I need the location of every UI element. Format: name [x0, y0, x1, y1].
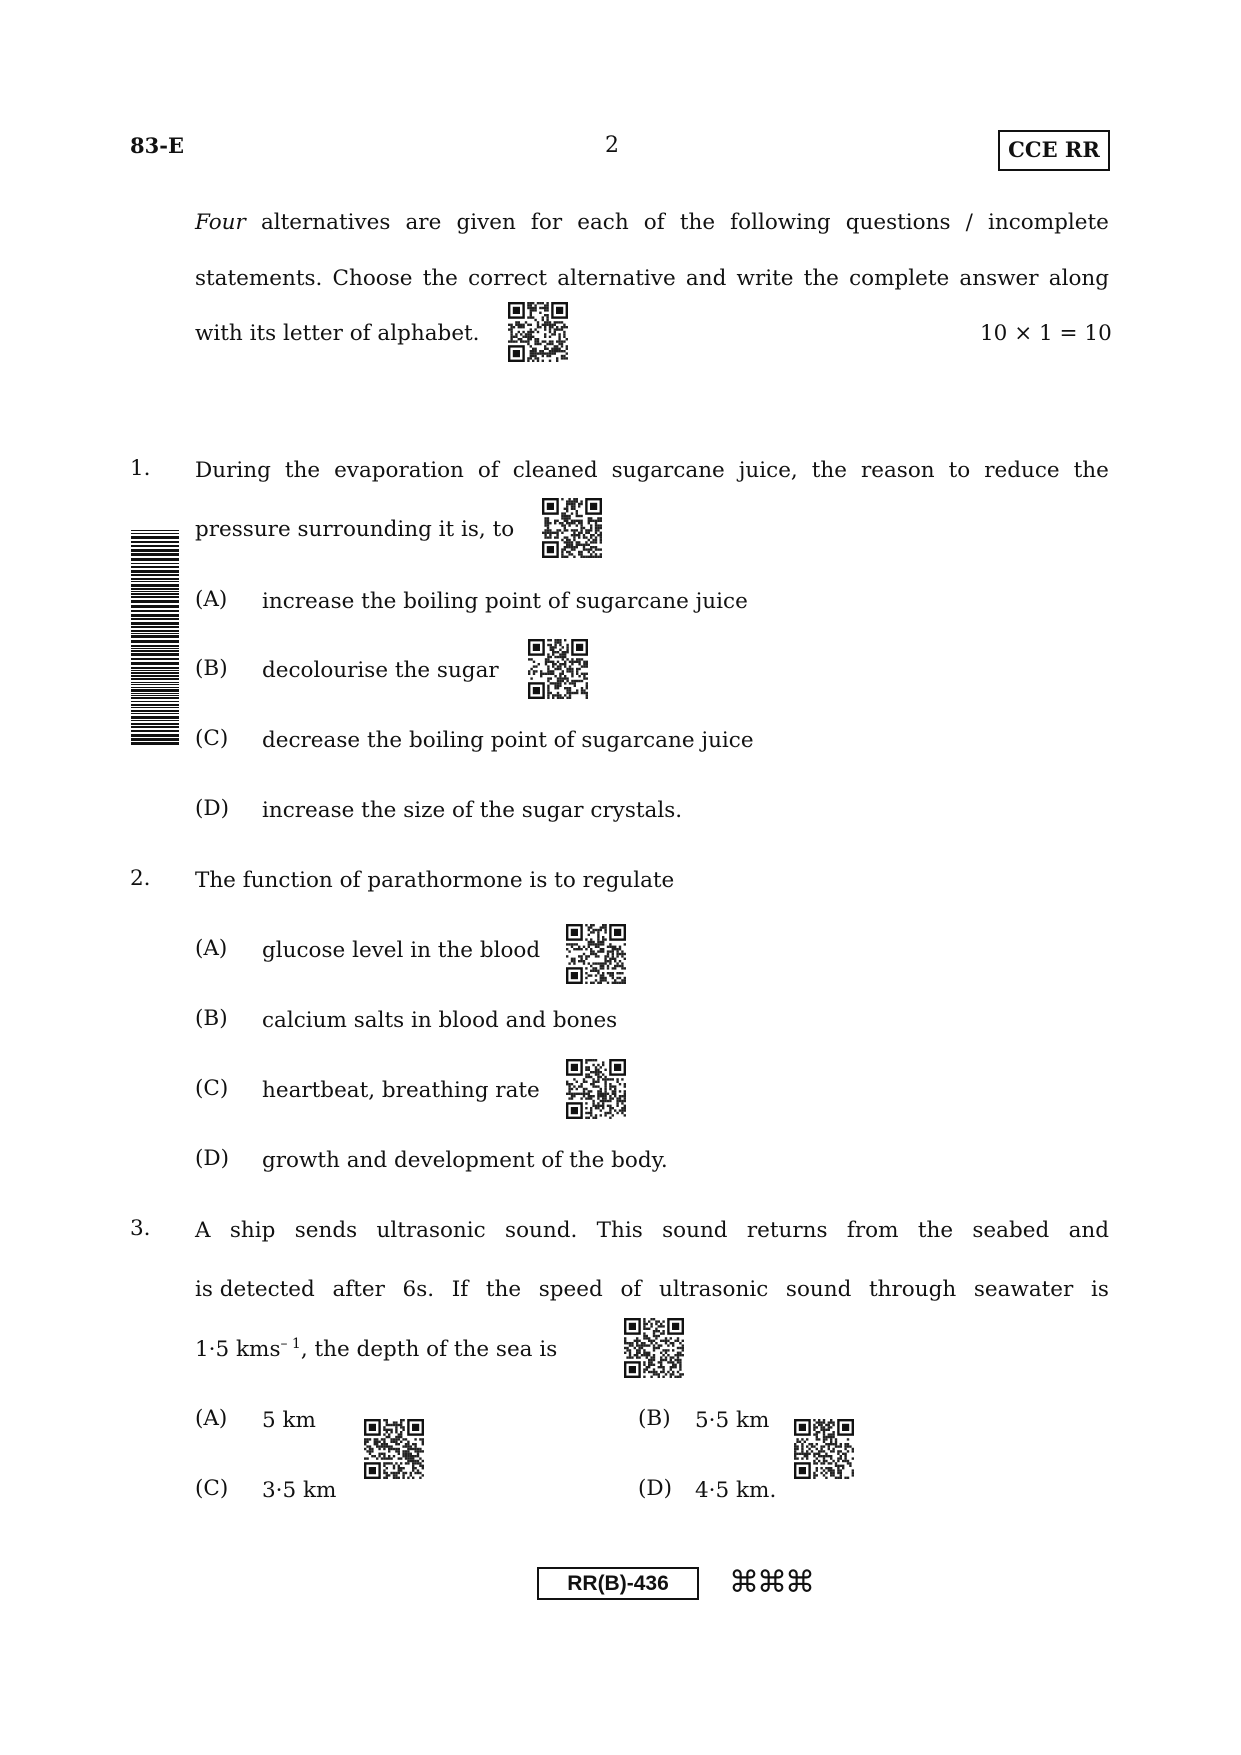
q1-option-b-letter: (B): [195, 656, 228, 681]
qr-code-icon: [566, 924, 626, 984]
paper-code: 83-E: [130, 133, 184, 158]
q3-option-b-letter: (B): [638, 1406, 671, 1431]
question-1-line-2: pressure surrounding it is, to: [195, 517, 515, 542]
question-3-number: 3.: [130, 1216, 151, 1241]
qr-code-icon: [794, 1419, 854, 1479]
q1-option-a-text: increase the boiling point of sugarcane juice: [262, 589, 748, 614]
page-number: 2: [605, 133, 619, 158]
qr-code-icon: [364, 1419, 424, 1479]
footer-code-box: RR(B)-436: [537, 1567, 699, 1600]
q1-option-c-letter: (C): [195, 726, 229, 751]
qr-code-icon: [508, 302, 568, 362]
q3-option-d-letter: (D): [638, 1476, 673, 1501]
question-3-line-2: is detected after 6s. If the speed of ultrasonic sound through seawater is: [195, 1277, 1109, 1302]
barcode-icon: [131, 530, 179, 745]
question-1-number: 1.: [130, 456, 151, 481]
question-2-number: 2.: [130, 866, 151, 891]
q1-option-d-text: increase the size of the sugar crystals.: [262, 798, 683, 823]
q2-option-c-text: heartbeat, breathing rate: [262, 1078, 540, 1103]
q3-option-d-text: 4·5 km.: [695, 1478, 777, 1503]
q2-option-d-text: growth and development of the body.: [262, 1148, 668, 1173]
question-2-line-1: The function of parathormone is to regulate: [195, 868, 675, 893]
question-3-line-3: 1·5 kms$^{- 1}$, the depth of the sea is: [195, 1335, 558, 1362]
qr-code-icon: [624, 1318, 684, 1378]
question-1-line-1: During the evaporation of cleaned sugarcane juice, the reason to reduce the: [195, 458, 1109, 483]
q1-option-c-text: decrease the boiling point of sugarcane juice: [262, 728, 754, 753]
marks-allocation: 10 × 1 = 10: [980, 321, 1112, 346]
qr-code-icon: [542, 498, 602, 558]
q2-option-d-letter: (D): [195, 1146, 230, 1171]
instructions-line-3: with its letter of alphabet.: [195, 321, 480, 346]
q3-option-b-text: 5·5 km: [695, 1408, 770, 1433]
q1-option-b-text: decolourise the sugar: [262, 658, 499, 683]
instructions-lead: Four: [195, 210, 246, 235]
q1-option-a-letter: (A): [195, 587, 228, 612]
q3-option-a-text: 5 km: [262, 1408, 316, 1433]
q2-option-b-letter: (B): [195, 1006, 228, 1031]
q3-option-c-text: 3·5 km: [262, 1478, 337, 1503]
qr-code-icon: [528, 639, 588, 699]
exam-label-box: CCE RR: [998, 130, 1110, 171]
instructions-line-2: statements. Choose the correct alternative and write the complete answer along: [195, 266, 1109, 291]
q2-option-c-letter: (C): [195, 1076, 229, 1101]
q2-option-a-letter: (A): [195, 936, 228, 961]
q3-option-c-letter: (C): [195, 1476, 229, 1501]
footer-ornament: ⌘⌘⌘: [729, 1565, 813, 1600]
q3-option-a-letter: (A): [195, 1406, 228, 1431]
q2-option-b-text: calcium salts in blood and bones: [262, 1008, 618, 1033]
qr-code-icon: [566, 1059, 626, 1119]
q1-option-d-letter: (D): [195, 796, 230, 821]
question-3-line-1: A ship sends ultrasonic sound. This sound returns from the seabed and: [195, 1218, 1109, 1243]
q2-option-a-text: glucose level in the blood: [262, 938, 541, 963]
instructions-line-1: Four alternatives are given for each of the following questions / incomplete: [195, 208, 1109, 238]
